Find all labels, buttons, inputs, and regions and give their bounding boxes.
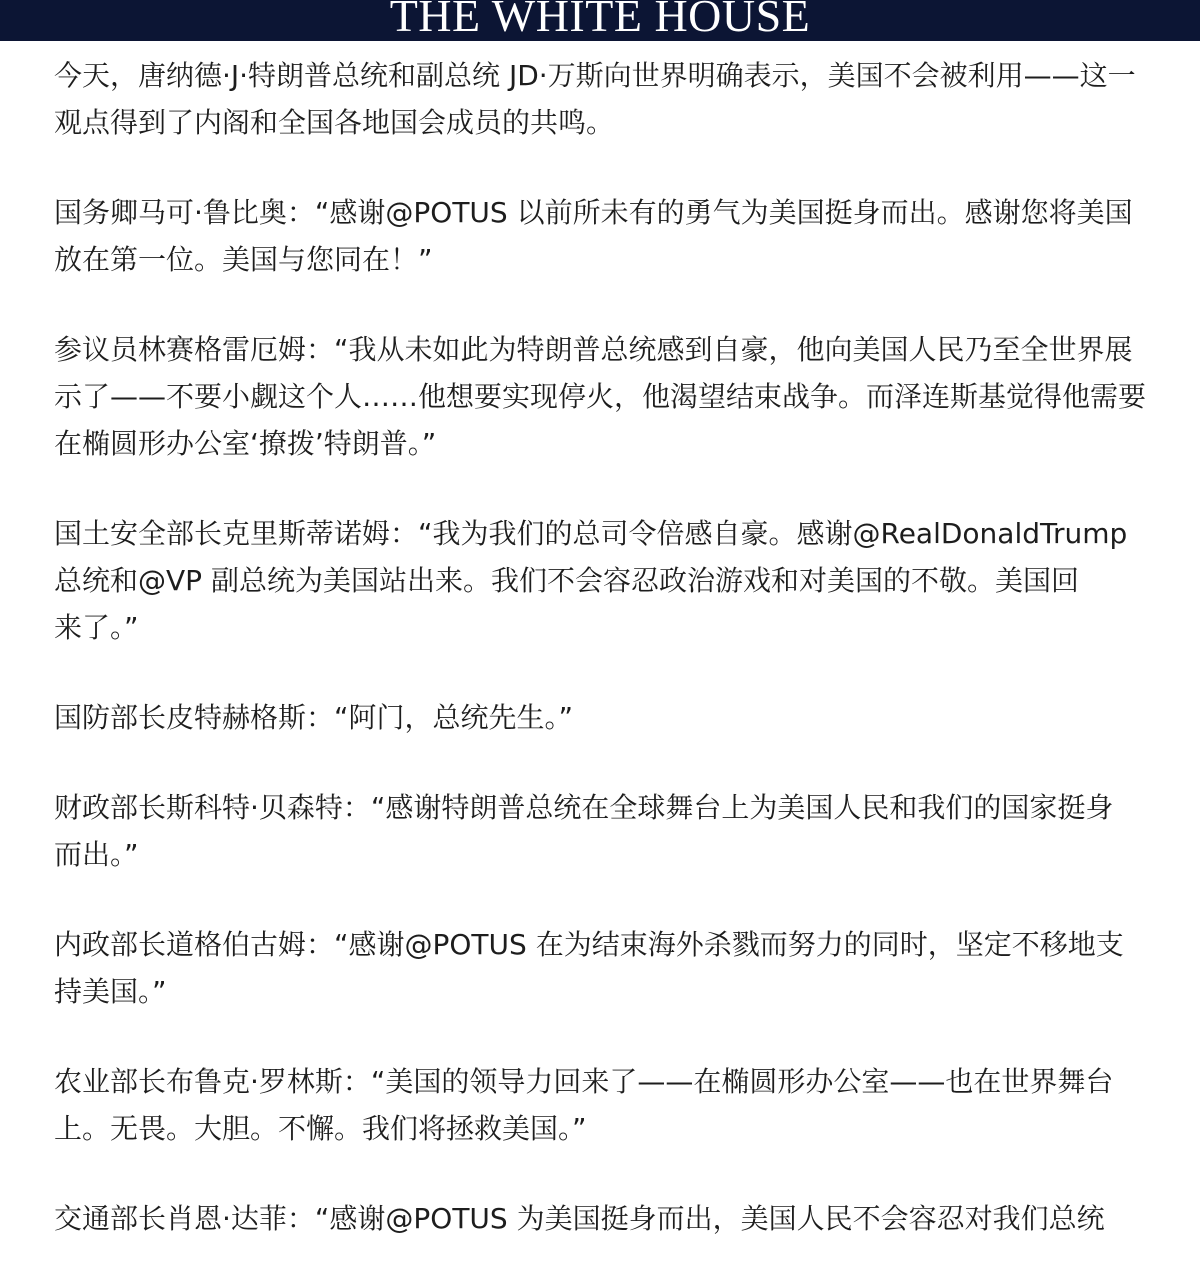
paragraph-line: 国土安全部长克里斯蒂诺姆：“我为我们的总司令倍感自豪。感谢@RealDonaldTrump bbox=[54, 517, 1128, 550]
paragraph-line: 总统和@VP 副总统为美国站出来。我们不会容忍政治游戏和对美国的不敬。美国回 bbox=[54, 564, 1079, 597]
paragraph-line: 而出。” bbox=[54, 838, 139, 871]
article-paragraph bbox=[54, 921, 1174, 1015]
paragraph-line: 参议员林赛格雷厄姆：“我从未如此为特朗普总统感到自豪，他向美国人民乃至全世界展 bbox=[54, 333, 1133, 366]
article-paragraph bbox=[54, 510, 1174, 651]
site-title: THE WHITE HOUSE bbox=[389, 0, 811, 41]
article-paragraph bbox=[54, 189, 1174, 283]
paragraph-line: 持美国。” bbox=[54, 975, 167, 1008]
paragraph-line: 国务卿马可·鲁比奥：“感谢@POTUS 以前所未有的勇气为美国挺身而出。感谢您将美国 bbox=[54, 196, 1133, 229]
paragraph-line: 在椭圆形办公室‘撩拨’特朗普。” bbox=[54, 427, 437, 460]
paragraph-line: 国防部长皮特赫格斯：“阿门，总统先生。” bbox=[54, 701, 574, 734]
article-body bbox=[54, 52, 1174, 1285]
paragraph-line: 农业部长布鲁克·罗林斯：“美国的领导力回来了——在椭圆形办公室——也在世界舞台 bbox=[54, 1065, 1114, 1098]
paragraph-line: 财政部长斯科特·贝森特：“感谢特朗普总统在全球舞台上为美国人民和我们的国家挺身 bbox=[54, 791, 1114, 824]
paragraph-line: 来了。” bbox=[54, 611, 139, 644]
paragraph-line: 示了——不要小觑这个人……他想要实现停火，他渴望结束战争。而泽连斯基觉得他需要 bbox=[54, 380, 1147, 413]
paragraph-line: 今天，唐纳德·J·特朗普总统和副总统 JD·万斯向世界明确表示，美国不会被利用——这一 bbox=[54, 59, 1136, 92]
article-paragraph bbox=[54, 1195, 1174, 1242]
paragraph-line: 放在第一位。美国与您同在！” bbox=[54, 243, 433, 276]
paragraph-line: 上。无畏。大胆。不懈。我们将拯救美国。” bbox=[54, 1112, 587, 1145]
paragraph-line: 观点得到了内阁和全国各地国会成员的共鸣。 bbox=[54, 106, 615, 139]
article-paragraph bbox=[54, 326, 1174, 467]
site-header bbox=[0, 0, 1200, 41]
article-paragraph bbox=[54, 1058, 1174, 1152]
paragraph-line: 交通部长肖恩·达菲：“感谢@POTUS 为美国挺身而出，美国人民不会容忍对我们总统 bbox=[54, 1202, 1105, 1235]
article-paragraph bbox=[54, 784, 1174, 878]
article-paragraph bbox=[54, 52, 1174, 146]
article-paragraph bbox=[54, 694, 1174, 741]
paragraph-line: 内政部长道格伯古姆：“感谢@POTUS 在为结束海外杀戮而努力的同时，坚定不移地支 bbox=[54, 928, 1124, 961]
